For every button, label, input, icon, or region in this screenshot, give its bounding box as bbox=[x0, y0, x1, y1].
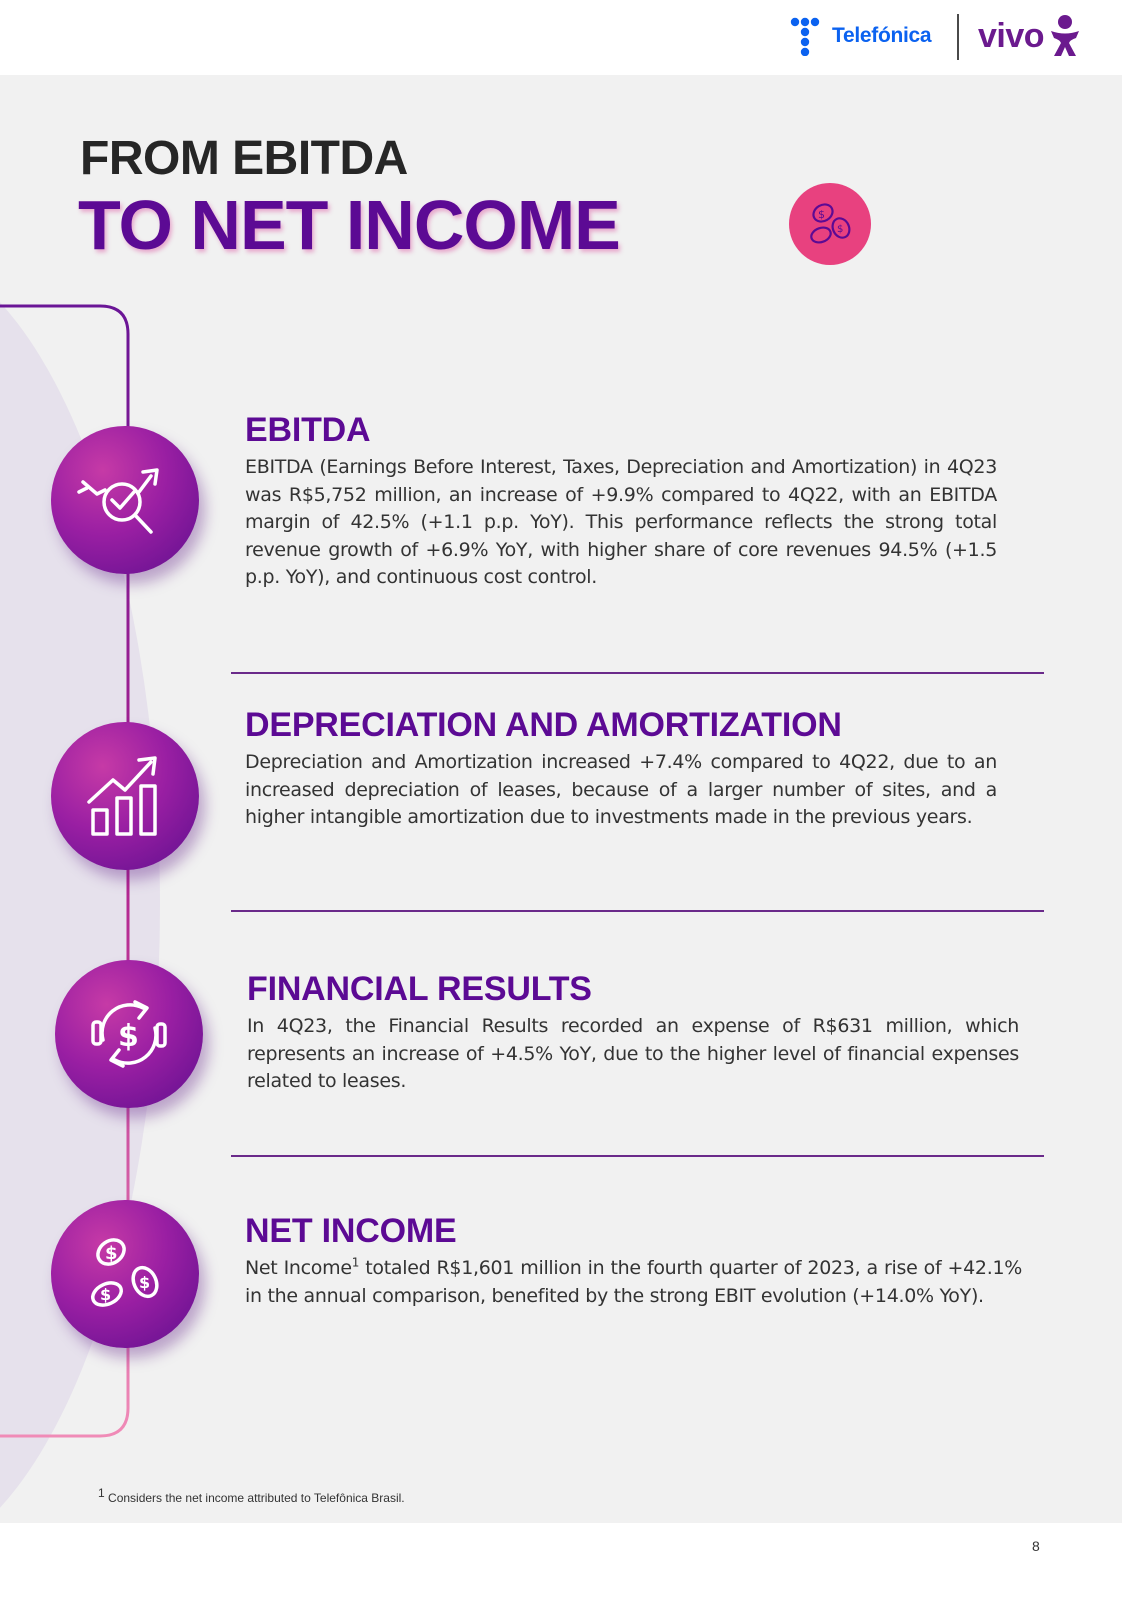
vivo-figure-icon bbox=[1048, 14, 1082, 58]
section-ebitda bbox=[245, 410, 997, 592]
vivo-wordmark: vivo bbox=[978, 16, 1045, 55]
svg-text:$: $ bbox=[837, 224, 844, 235]
footnote-marker: 1 bbox=[98, 1486, 105, 1500]
footnote bbox=[98, 1486, 405, 1505]
page-title-line1: FROM EBITDA bbox=[80, 132, 408, 185]
coins-icon bbox=[801, 195, 859, 253]
footnote-marker: 1 bbox=[351, 1255, 360, 1270]
svg-text:$: $ bbox=[118, 1019, 139, 1054]
header bbox=[0, 0, 1122, 75]
dollar-exchange-icon bbox=[81, 986, 177, 1082]
ebitda-icon-circle bbox=[51, 426, 199, 574]
section-title: FINANCIAL RESULTS bbox=[247, 970, 592, 1008]
coins-icon bbox=[77, 1226, 173, 1322]
section-body: In 4Q23, the Financial Results recorded an expense of R$631 million, which represents an increase of +4.5% YoY, due to the higher level of financial expenses related to leases. bbox=[247, 1015, 1019, 1092]
telefonica-logo bbox=[790, 16, 931, 56]
target-growth-icon bbox=[77, 452, 173, 548]
page-number: 8 bbox=[1032, 1538, 1040, 1554]
financial-icon-circle bbox=[55, 960, 203, 1108]
section-depreciation bbox=[245, 705, 997, 832]
coins-badge bbox=[789, 183, 871, 265]
svg-text:$: $ bbox=[100, 1285, 112, 1304]
net-income-icon-circle bbox=[51, 1200, 199, 1348]
svg-text:$: $ bbox=[139, 1273, 151, 1292]
section-body bbox=[245, 1255, 1022, 1310]
section-body: EBITDA (Earnings Before Interest, Taxes, Depreciation and Amortization) in 4Q23 was R$5,752 million, an increase of +9.9% compared to 4Q22, with an EBITDA margin of 42.5% (+1.1 p.p. YoY). This performance reflects the strong total revenue growth of +6.9% YoY, with higher share of core revenues 94.5% (+1.5 p.p. YoY), and continuous cost control. bbox=[245, 456, 997, 588]
body-text: Net Income bbox=[245, 1257, 352, 1279]
telefonica-dots-icon bbox=[790, 16, 826, 56]
section-divider bbox=[231, 910, 1044, 912]
footnote-text: Considers the net income attributed to Telefônica Brasil. bbox=[104, 1491, 405, 1505]
vivo-logo bbox=[978, 14, 1082, 58]
section-divider bbox=[231, 672, 1044, 674]
section-net-income bbox=[245, 1211, 1022, 1310]
svg-text:$: $ bbox=[105, 1243, 118, 1264]
section-financial-results bbox=[247, 969, 1019, 1096]
svg-text:$: $ bbox=[818, 208, 825, 221]
content-area bbox=[0, 75, 1122, 1523]
depreciation-icon-circle bbox=[51, 722, 199, 870]
section-body: Depreciation and Amortization increased +7.4% compared to 4Q22, due to an increased depreciation of leases, because of a larger number of sites, and a higher intangible amortization due to investments made in the previous years. bbox=[245, 751, 997, 828]
section-title: DEPRECIATION AND AMORTIZATION bbox=[245, 706, 842, 744]
telefonica-wordmark: Telefónica bbox=[832, 24, 932, 47]
bar-chart-growth-icon bbox=[77, 748, 173, 844]
section-title: EBITDA bbox=[245, 411, 371, 449]
logo-divider bbox=[957, 14, 959, 60]
section-divider bbox=[231, 1155, 1044, 1157]
body-text: totaled R$1,601 million in the fourth quarter of 2023, a rise of +42.1% in the annual comparison, benefited by the strong EBIT evolution (+14.0% YoY). bbox=[245, 1257, 1022, 1307]
section-title: NET INCOME bbox=[245, 1212, 457, 1250]
page-title-line2: TO NET INCOME bbox=[78, 186, 620, 264]
